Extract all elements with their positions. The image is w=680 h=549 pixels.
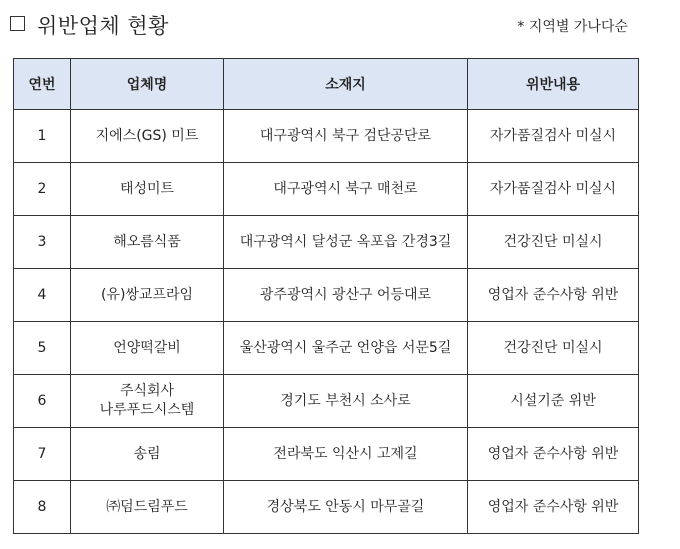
cell-violation: 자가품질검사 미실시: [468, 163, 639, 216]
table-row: [14, 110, 639, 163]
cell-no: 5: [14, 322, 71, 375]
cell-address: 경기도 부천시 소사로: [224, 375, 468, 428]
column-header-address: 소재지: [224, 59, 468, 110]
cell-violation: 건강진단 미실시: [468, 216, 639, 269]
cell-name: ㈜덤드림푸드: [71, 481, 224, 534]
cell-name: 태성미트: [71, 163, 224, 216]
cell-violation: 건강진단 미실시: [468, 322, 639, 375]
table-header-row: [14, 59, 639, 110]
cell-address: 광주광역시 광산구 어등대로: [224, 269, 468, 322]
cell-name-line: 나루푸드시스템: [99, 402, 195, 418]
cell-address: 대구광역시 북구 검단공단로: [224, 110, 468, 163]
sort-note: * 지역별 가나다순: [517, 19, 628, 35]
cell-no: 3: [14, 216, 71, 269]
cell-name: 송림: [71, 428, 224, 481]
cell-no: 8: [14, 481, 71, 534]
cell-name: 지에스(GS) 미트: [71, 110, 224, 163]
table-row: [14, 216, 639, 269]
cell-violation: 시설기준 위반: [468, 375, 639, 428]
cell-address: 대구광역시 북구 매천로: [224, 163, 468, 216]
cell-violation: 영업자 준수사항 위반: [468, 428, 639, 481]
cell-name: [71, 375, 224, 428]
table-row: [14, 428, 639, 481]
table-row: [14, 163, 639, 216]
cell-name: 해오름식품: [71, 216, 224, 269]
column-header-no: 연번: [14, 59, 71, 110]
cell-name-line: 주식회사: [119, 383, 175, 399]
cell-name: (유)쌍교프라임: [71, 269, 224, 322]
cell-no: 2: [14, 163, 71, 216]
violation-table: [13, 58, 639, 534]
table-row: [14, 269, 639, 322]
column-header-violation: 위반내용: [468, 59, 639, 110]
table-row: [14, 375, 639, 428]
page-title: [10, 10, 169, 40]
checkbox-square-icon: [10, 16, 25, 31]
table-row: [14, 322, 639, 375]
cell-violation: 영업자 준수사항 위반: [468, 481, 639, 534]
column-header-name: 업체명: [71, 59, 224, 110]
cell-address: 울산광역시 울주군 언양읍 서문5길: [224, 322, 468, 375]
table-row: [14, 481, 639, 534]
cell-violation: 자가품질검사 미실시: [468, 110, 639, 163]
cell-address: 경상북도 안동시 마무골길: [224, 481, 468, 534]
cell-address: 전라북도 익산시 고제길: [224, 428, 468, 481]
cell-violation: 영업자 준수사항 위반: [468, 269, 639, 322]
cell-no: 1: [14, 110, 71, 163]
cell-no: 7: [14, 428, 71, 481]
cell-name: 언양떡갈비: [71, 322, 224, 375]
cell-address: 대구광역시 달성군 옥포읍 간경3길: [224, 216, 468, 269]
page-header: [10, 6, 670, 46]
page-title-text: 위반업체 현황: [37, 14, 169, 38]
cell-no: 6: [14, 375, 71, 428]
cell-no: 4: [14, 269, 71, 322]
